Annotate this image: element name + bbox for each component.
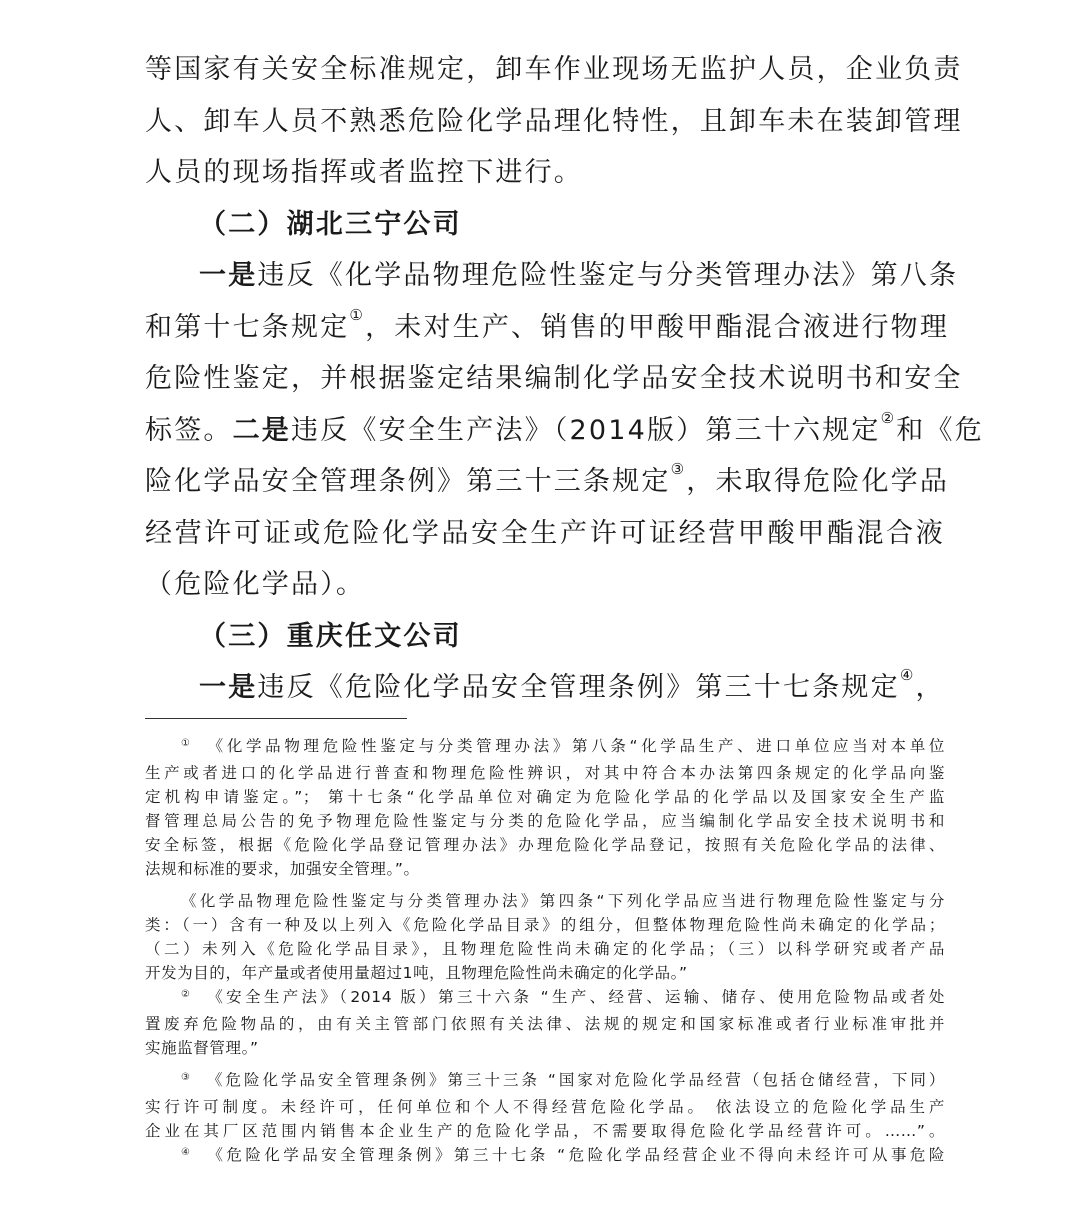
footnote-1b-line-4: 开发为目的，年产量或者使用量超过1吨，且物理危险性尚未确定的化学品。” [145,964,688,982]
point-label-1: 一是 [199,260,258,291]
footnote-4-line-1 [145,1143,945,1170]
section2-text-5b: ，未取得危险化学品 [686,466,950,497]
section2-line-7: （危险化学品）。 [145,569,366,600]
footnote-2-line-3: 实施监督管理。” [145,1039,259,1057]
section2-line-5 [145,456,950,508]
footnote-1b-line-1: 《化学品物理危险性鉴定与分类管理办法》第四条“下列化学品应当进行物理危险性鉴定与分 [181,892,945,910]
point-label-2: 二是 [232,414,292,446]
footnote-1-line-6: 法规和标准的要求，加强安全管理。”。 [145,860,420,878]
footnote-1b-line-2: 类：（一）含有一种及以上列入《危险化学品目录》的组分，但整体物理危险性尚未确定的化学品； [145,916,945,934]
footnote-ref-3: ③ [670,460,687,478]
section2-line-1 [145,250,959,302]
footnote-1-mark: ① [181,738,194,749]
section2-line-2 [145,302,950,354]
footnote-1-line-5: 安全标签，根据《危险化学品登记管理办法》办理危险化学品登记，按照有关危险化学品的法律、 [145,836,945,854]
footnote-2-mark: ② [181,989,194,1000]
section2-text-4c: 和《危 [896,414,984,446]
section2-text-4a: 标签。 [145,414,233,446]
section2-line-3: 危险性鉴定，并根据鉴定结果编制化学品安全技术说明书和安全 [145,363,963,394]
body-line-3: 人员的现场指挥或者监控下进行。 [145,157,583,188]
section2-text-2b: ，未对生产、销售的甲酸甲酯混合液进行物理 [365,311,950,343]
body-line-1: 等国家有关安全标准规定，卸车作业现场无监护人员，企业负责 [145,54,963,85]
footnote-2-text-1: 《安全生产法》（2014 版）第三十六条 “生产、经营、运输、储存、使用危险物品或者处 [207,988,945,1006]
footnote-ref-4: ④ [899,666,916,684]
section2-line-6: 经营许可证或危险化学品安全生产许可证经营甲酸甲酯混合液 [145,517,945,549]
footnote-ref-2: ② [880,408,897,427]
section3-line-1 [145,662,945,714]
footnote-3-mark: ③ [181,1072,193,1083]
footnote-2-line-2: 置废弃危险物品的，由有关主管部门依照有关法律、法规的规定和国家标准或者行业标准审批并 [145,1015,945,1033]
point-label-3: 一是 [199,672,258,703]
section2-line-4 [145,405,984,457]
footnote-divider [145,718,407,719]
main-text [145,44,984,714]
footnote-1-line-4: 督管理总局公告的免予物理危险性鉴定与分类的危险化学品，应当编制化学品安全技术说明书和 [145,812,945,830]
section2-text-2a: 和第十七条规定 [145,311,350,343]
footnote-1-line-1 [145,734,945,761]
section-heading-2: （二）湖北三宁公司 [199,208,462,240]
footnote-2-line-1 [145,985,945,1012]
footnote-4-mark: ④ [181,1147,194,1158]
footnote-3-line-3: 企业在其厂区范围内销售本企业生产的危险化学品，不需要取得危险化学品经营许可。……”。 [145,1122,945,1140]
footnote-4-text-1: 《危险化学品安全管理条例》第三十七条 “危险化学品经营企业不得向未经许可从事危险 [207,1146,945,1164]
footnote-3-text-1: 《危险化学品安全管理条例》第三十三条 “国家对危险化学品经营（包括仓储经营，下同） [206,1071,945,1089]
footnotes [145,734,945,1170]
section3-text-1: 违反《危险化学品安全管理条例》第三十七条规定 [257,672,900,703]
section2-text-1: 违反《化学品物理危险性鉴定与分类管理办法》第八条 [257,260,959,291]
footnote-ref-1: ① [349,305,366,324]
section3-text-tail: ， [915,672,945,703]
section-heading-3: （三）重庆任文公司 [199,620,462,652]
footnote-3-line-2: 实行许可制度。未经许可，任何单位和个人不得经营危险化学品。 依法设立的危险化学品生产 [145,1098,945,1116]
footnote-1-text-1: 《化学品物理危险性鉴定与分类管理办法》第八条“化学品生产、进口单位应当对本单位 [207,737,945,755]
footnote-1b-line-3: （二）未列入《危险化学品目录》，且物理危险性尚未确定的化学品；（三）以科学研究或者产品 [145,940,945,958]
section2-text-5a: 险化学品安全管理条例》第三十三条规定 [145,466,671,497]
footnote-1-line-3: 定机构申请鉴定。”； 第十七条“化学品单位对确定为危险化学品的化学品以及国家安全生产监 [145,788,945,806]
footnote-3-line-1 [145,1068,945,1095]
footnote-1-line-2: 生产或者进口的化学品进行普查和物理危险性辨识，对其中符合本办法第四条规定的化学品向鉴 [145,764,945,782]
section2-text-4b: 违反《安全生产法》（2014版）第三十六规定 [291,414,881,446]
body-line-2: 人、卸车人员不熟悉危险化学品理化特性，且卸车未在装卸管理 [145,105,963,137]
